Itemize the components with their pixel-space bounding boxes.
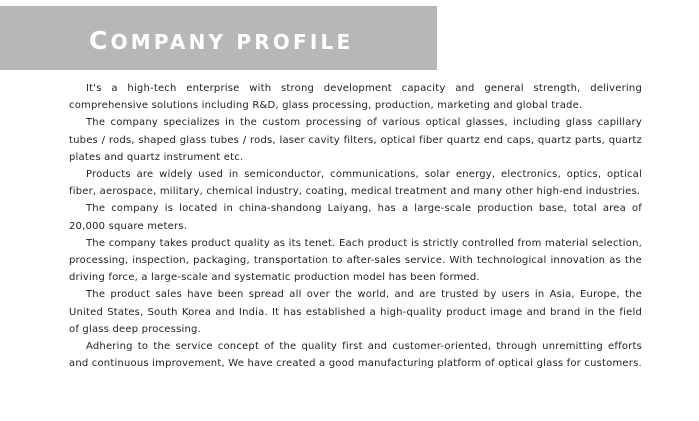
paragraph-service: Adhering to the service concept of the quality first and customer-oriented, through unremitting efforts and continuous improvement, We have created a good manufacturing platform of optical glass for customers. [69, 341, 642, 370]
page-title-initial: C [89, 26, 111, 55]
paragraph-specialization: The company specializes in the custom processing of various optical glasses, including glass capillary tubes / rods, shaped glass tubes / rods, laser cavity filters, optical fiber quartz end caps, quartz parts, quartz plates and quartz instrument etc. [69, 117, 642, 163]
paragraph-sales: The product sales have been spread all over the world, and are trusted by users in Asia, Europe, the United States, South Korea and India. It has established a high-quality product image and brand in the field of glass deep processing. [69, 289, 642, 335]
paragraph-quality: The company takes product quality as its tenet. Each product is strictly controlled from material selection, processing, inspection, packaging, transportation to after-sales service. With technological innovation as the driving force, a large-scale and systematic production model has been formed. [69, 237, 642, 284]
paragraph-applications: Products are widely used in semiconductor, communications, solar energy, electronics, optics, optical fiber, aerospace, military, chemical industry, coating, medical treatment and many other high-end industries. [69, 169, 642, 198]
paragraph-location: The company is located in china-shandong Laiyang, has a large-scale production base, total area of 20,000 square meters. [69, 203, 642, 232]
profile-text [69, 80, 642, 372]
paragraph-overview: It's a high-tech enterprise with strong development capacity and general strength, delivering comprehensive solutions including R&D, glass processing, production, marketing and global trade. [69, 83, 642, 112]
page-title [89, 28, 353, 53]
page-title-rest: OMPANY PROFILE [110, 30, 354, 54]
